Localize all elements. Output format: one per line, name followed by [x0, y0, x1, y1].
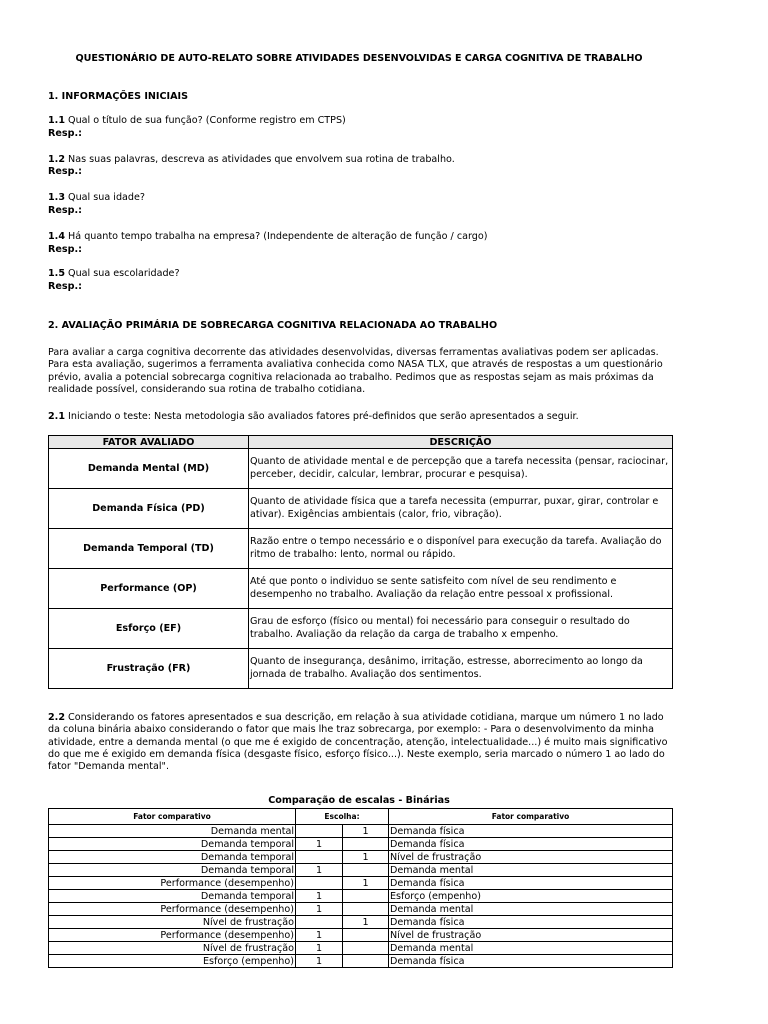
table-row: [49, 929, 673, 942]
resp-label: Resp.:: [48, 281, 82, 292]
left-factor-header: Fator comparativo: [49, 809, 296, 825]
factor-description: Quanto de atividade mental e de percepção que a tarefa necessita (pensar, raciocinar, perceber, decidir, calcular, lembrar, procurar e pesquisa).: [249, 449, 673, 489]
right-factor: Demanda mental: [389, 942, 673, 955]
factor-name: Frustração (FR): [49, 649, 249, 689]
question-2-1: [48, 411, 579, 422]
question-number: 1.2: [48, 154, 65, 165]
binary-comparison-table: [48, 808, 673, 968]
left-factor: Performance (desempenho): [49, 877, 296, 890]
choice-left-cell[interactable]: 1: [296, 929, 343, 942]
left-factor: Performance (desempenho): [49, 903, 296, 916]
right-factor: Demanda física: [389, 825, 673, 838]
right-factor: Esforço (empenho): [389, 890, 673, 903]
question-1-5: [48, 268, 180, 279]
question-2-2: [48, 712, 674, 773]
choice-right-cell[interactable]: [343, 929, 389, 942]
choice-header: Escolha:: [296, 809, 389, 825]
choice-right-cell[interactable]: [343, 890, 389, 903]
section-1-heading: 1. INFORMAÇÕES INICIAIS: [48, 91, 189, 102]
question-text: Considerando os fatores apresentados e sua descrição, em relação à sua atividade cotidiana, marque um número 1 no lado da coluna binária abaixo considerando o fator que mais lhe traz sobrecarga, por exemplo: - Para o desenvolvimento da minha atividade, entre a demanda mental (o que me é exigido de concentração, atenção, intelectualidade...) é muito mais significativo do que me é exigido em demanda física (desgaste físico, esforço físico...). Neste exemplo, seria marcado o número 1 ao lado do fator "Demanda mental".: [48, 712, 668, 773]
left-factor: Demanda temporal: [49, 864, 296, 877]
right-factor: Demanda mental: [389, 864, 673, 877]
choice-left-cell[interactable]: [296, 916, 343, 929]
factor-description: Até que ponto o individuo se sente satisfeito com nível de seu rendimento e desempenho no trabalho. Avaliação da relação entre pessoal x profissional.: [249, 569, 673, 609]
factor-description: Quanto de atividade física que a tarefa necessita (empurrar, puxar, girar, controlar e ativar). Exigências ambientais (calor, frio, vibração).: [249, 489, 673, 529]
right-factor: Demanda física: [389, 955, 673, 968]
right-factor-header: Fator comparativo: [389, 809, 673, 825]
left-factor: Demanda temporal: [49, 890, 296, 903]
question-1-1: [48, 115, 346, 126]
left-factor: Demanda temporal: [49, 838, 296, 851]
resp-label: Resp.:: [48, 166, 82, 177]
binary-table-title: Comparação de escalas - Binárias: [268, 795, 450, 806]
left-factor: Performance (desempenho): [49, 929, 296, 942]
choice-left-cell[interactable]: 1: [296, 903, 343, 916]
choice-right-cell[interactable]: 1: [343, 916, 389, 929]
choice-left-cell[interactable]: 1: [296, 864, 343, 877]
resp-label: Resp.:: [48, 205, 82, 216]
description-column-header: DESCRIÇÃO: [249, 436, 673, 449]
choice-right-cell[interactable]: 1: [343, 825, 389, 838]
resp-label: Resp.:: [48, 244, 82, 255]
table-row: [49, 489, 673, 529]
choice-left-cell[interactable]: 1: [296, 890, 343, 903]
right-factor: Demanda física: [389, 877, 673, 890]
factor-name: Demanda Física (PD): [49, 489, 249, 529]
factor-name: Demanda Temporal (TD): [49, 529, 249, 569]
choice-right-cell[interactable]: [343, 955, 389, 968]
factor-column-header: FATOR AVALIADO: [49, 436, 249, 449]
factor-name: Performance (OP): [49, 569, 249, 609]
table-row: [49, 903, 673, 916]
table-row: [49, 449, 673, 489]
question-1-4: [48, 231, 487, 242]
right-factor: Demanda física: [389, 838, 673, 851]
section-2-intro: Para avaliar a carga cognitiva decorrente das atividades desenvolvidas, diversas ferramentas avaliativas podem ser aplicadas. Para esta avaliação, sugerimos a ferramenta avaliativa conhecida como NASA TLX, que através de respostas a um questionário prévio, avalia a potencial sobrecarga cognitiva relacionada ao trabalho. Pedimos que as respostas sejam as mais próximas da realidade possível, considerando sua rotina de trabalho cotidiana.: [48, 347, 663, 395]
choice-right-cell[interactable]: [343, 838, 389, 851]
question-text: Nas suas palavras, descreva as atividades que envolvem sua rotina de trabalho.: [65, 154, 455, 165]
question-number: 1.1: [48, 115, 65, 126]
choice-left-cell[interactable]: 1: [296, 838, 343, 851]
question-text: Qual sua escolaridade?: [65, 268, 180, 279]
factor-description: Quanto de insegurança, desânimo, irritação, estresse, aborrecimento ao longo da jornada de trabalho. Avaliação dos sentimentos.: [249, 649, 673, 689]
choice-left-cell[interactable]: [296, 825, 343, 838]
choice-left-cell[interactable]: [296, 851, 343, 864]
table-row: [49, 890, 673, 903]
table-row: [49, 864, 673, 877]
choice-right-cell[interactable]: 1: [343, 877, 389, 890]
choice-right-cell[interactable]: [343, 903, 389, 916]
choice-right-cell[interactable]: 1: [343, 851, 389, 864]
right-factor: Nível de frustração: [389, 929, 673, 942]
table-row: [49, 609, 673, 649]
right-factor: Nível de frustração: [389, 851, 673, 864]
table-row: [49, 877, 673, 890]
table-row: [49, 851, 673, 864]
table-row: [49, 825, 673, 838]
factors-table: [48, 435, 673, 689]
section-2-heading: 2. AVALIAÇÃO PRIMÁRIA DE SOBRECARGA COGNITIVA RELACIONADA AO TRABALHO: [48, 320, 498, 331]
choice-left-cell[interactable]: 1: [296, 955, 343, 968]
table-row: [49, 916, 673, 929]
question-number: 2.2: [48, 712, 65, 723]
question-text: Iniciando o teste: Nesta metodologia são avaliados fatores pré-definidos que serão apresentados a seguir.: [65, 411, 579, 422]
question-number: 1.4: [48, 231, 65, 242]
question-text: Qual o título de sua função? (Conforme registro em CTPS): [65, 115, 346, 126]
question-text: Há quanto tempo trabalha na empresa? (Independente de alteração de função / cargo): [65, 231, 488, 242]
question-number: 1.5: [48, 268, 65, 279]
table-row: [49, 569, 673, 609]
factor-name: Esforço (EF): [49, 609, 249, 649]
choice-right-cell[interactable]: [343, 864, 389, 877]
document-title: QUESTIONÁRIO DE AUTO-RELATO SOBRE ATIVIDADES DESENVOLVIDAS E CARGA COGNITIVA DE TRABALHO: [75, 53, 643, 64]
table-row: [49, 529, 673, 569]
left-factor: Demanda temporal: [49, 851, 296, 864]
left-factor: Esforço (empenho): [49, 955, 296, 968]
right-factor: Demanda mental: [389, 903, 673, 916]
left-factor: Nível de frustração: [49, 942, 296, 955]
table-row: [49, 942, 673, 955]
choice-right-cell[interactable]: [343, 942, 389, 955]
table-row: [49, 838, 673, 851]
resp-label: Resp.:: [48, 128, 82, 139]
question-1-2: [48, 154, 455, 165]
table-row: [49, 649, 673, 689]
factor-description: Razão entre o tempo necessário e o disponível para execução da tarefa. Avaliação do ritmo de trabalho: lento, normal ou rápido.: [249, 529, 673, 569]
right-factor: Demanda física: [389, 916, 673, 929]
factor-name: Demanda Mental (MD): [49, 449, 249, 489]
left-factor: Demanda mental: [49, 825, 296, 838]
question-number: 2.1: [48, 411, 65, 422]
question-text: Qual sua idade?: [65, 192, 146, 203]
factor-description: Grau de esforço (físico ou mental) foi necessário para conseguir o resultado do trabalho. Avaliação da relação da carga de trabalho x empenho.: [249, 609, 673, 649]
left-factor: Nível de frustração: [49, 916, 296, 929]
choice-left-cell[interactable]: 1: [296, 942, 343, 955]
question-1-3: [48, 192, 145, 203]
choice-left-cell[interactable]: [296, 877, 343, 890]
question-number: 1.3: [48, 192, 65, 203]
table-row: [49, 955, 673, 968]
